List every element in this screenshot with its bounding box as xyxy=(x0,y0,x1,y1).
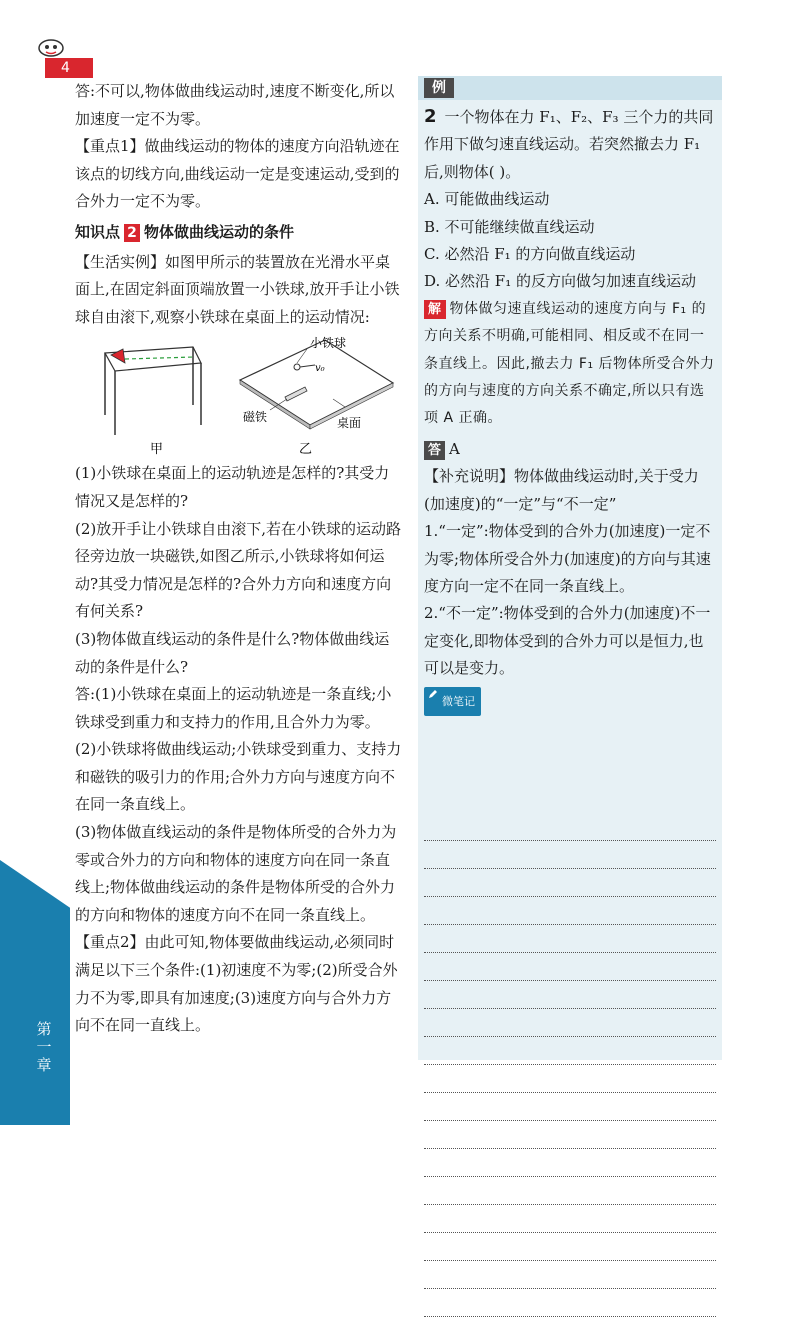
micro-note-label: 微笔记 xyxy=(442,694,475,708)
answer-2: (2)小铁球将做曲线运动;小铁球受到重力、支持力和磁铁的吸引力的作用;合外力方向与速度方向不在同一条直线上。 xyxy=(75,740,402,814)
figure-b-label: 乙 xyxy=(299,442,313,458)
answer-tag: 答 xyxy=(424,441,445,460)
answer-value: A xyxy=(449,439,460,458)
ball-label: 小铁球 xyxy=(310,336,347,351)
option-a: A. 可能做曲线运动 xyxy=(424,190,550,209)
knowledge-point-heading xyxy=(75,219,403,247)
answer-3: (3)物体做直线运动的条件是物体所受的合外力为零或合外力的方向和物体的速度方向在同一条直线上;物体做曲线运动的条件是物体所受的合外力的方向和物体的速度方向不在同一条直线上。 xyxy=(75,823,397,924)
question-2: (2)放开手让小铁球自由滚下,若在小铁球的运动路径旁边放一块磁铁,如图乙所示,小铁球将如何运动?其受力情况是怎样的?合外力方向和速度方向有何关系? xyxy=(75,519,402,621)
question-3: (3)物体做直线运动的条件是什么?物体做曲线运动的条件是什么? xyxy=(75,629,390,676)
option-b: B. 不可能继续做直线运动 xyxy=(424,217,595,236)
example-header xyxy=(418,76,722,100)
figure-a-label: 甲 xyxy=(150,442,164,458)
supplement-point-1: 1.“一定”:物体受到的合外力(加速度)一定不为零;物体所受合外力(加速度)的方向与其速度方向一定不在同一条直线上。 xyxy=(424,522,711,595)
solution xyxy=(418,296,722,433)
supplement-point-2: 2.“不一定”:物体受到的合外力(加速度)不一定变化,即物体受到的合外力可以是恒力,也可以是变力。 xyxy=(424,604,711,678)
kp-number: 2 xyxy=(124,224,140,242)
velocity-label: v₀ xyxy=(315,363,325,375)
answer-line xyxy=(418,436,722,463)
answer-intro: 答:不可以,物体做曲线运动时,速度不断变化,所以加速度一定不为零。 xyxy=(75,82,395,128)
example-question xyxy=(418,103,722,186)
key-point-2: 【重点2】由此可知,物体要做曲线运动,必须同时满足以下三个条件:(1)初速度不为零;(2)所受合外力不为零,即具有加速度;(3)速度方向与合外力方向不在同一直线上。 xyxy=(75,933,398,1035)
kp-title: 物体做曲线运动的条件 xyxy=(144,222,295,241)
solution-tag: 解 xyxy=(424,300,446,319)
example-tag: 例 xyxy=(424,78,454,98)
chapter-side-tab xyxy=(0,860,70,1125)
table-figure xyxy=(105,347,201,435)
table-label: 桌面 xyxy=(337,416,362,431)
solution-text: 物体做匀速直线运动的速度方向与 F₁ 的方向关系不明确,可能相同、相反或不在同一条直线上。因此,撤去力 F₁ 后物体所受合外力的方向与速度的方向关系不确定,所以只有选项 A 正确。 xyxy=(424,300,715,427)
chapter-label: 第一章 xyxy=(36,1020,52,1074)
example-panel xyxy=(418,76,722,1060)
question-text: 一个物体在力 F₁、F₂、F₃ 三个力的共同作用下做匀速直线运动。若突然撤去力 F₁ 后,则物体( )。 xyxy=(424,108,714,181)
answer-1: 答:(1)小铁球在桌面上的运动轨迹是一条直线;小铁球受到重力和支持力的作用,且合外力为零。 xyxy=(75,685,392,731)
option-c: C. 必然沿 F₁ 的方向做直线运动 xyxy=(424,245,636,264)
page-number: 4 xyxy=(45,58,93,78)
pen-icon xyxy=(428,689,438,699)
experiment-diagram xyxy=(75,335,403,460)
question-1: (1)小铁球在桌面上的运动轨迹是怎样的?其受力情况又是怎样的? xyxy=(75,464,390,510)
magnet-label: 磁铁 xyxy=(243,410,268,425)
micro-note-header xyxy=(424,687,481,716)
experiment-figure xyxy=(75,335,403,460)
note-lines[interactable] xyxy=(424,813,716,1317)
life-example: 【生活实例】如图甲所示的装置放在光滑水平桌面上,在固定斜面顶端放置一小铁球,放开手让小铁球自由滚下,观察小铁球在桌面上的运动情况: xyxy=(75,252,400,326)
option-d: D. 必然沿 F₁ 的反方向做匀加速直线运动 xyxy=(424,272,696,291)
example-number: 2 xyxy=(424,106,437,127)
key-point-1: 【重点1】做曲线运动的物体的速度方向沿轨迹在该点的切线方向,曲线运动一定是变速运动,受到的合外力一定不为零。 xyxy=(75,137,400,211)
kp-prefix: 知识点 xyxy=(75,222,121,241)
supplement: 【补充说明】物体做曲线运动时,关于受力(加速度)的“一定”与“不一定” xyxy=(424,467,699,513)
left-column xyxy=(75,78,403,1040)
